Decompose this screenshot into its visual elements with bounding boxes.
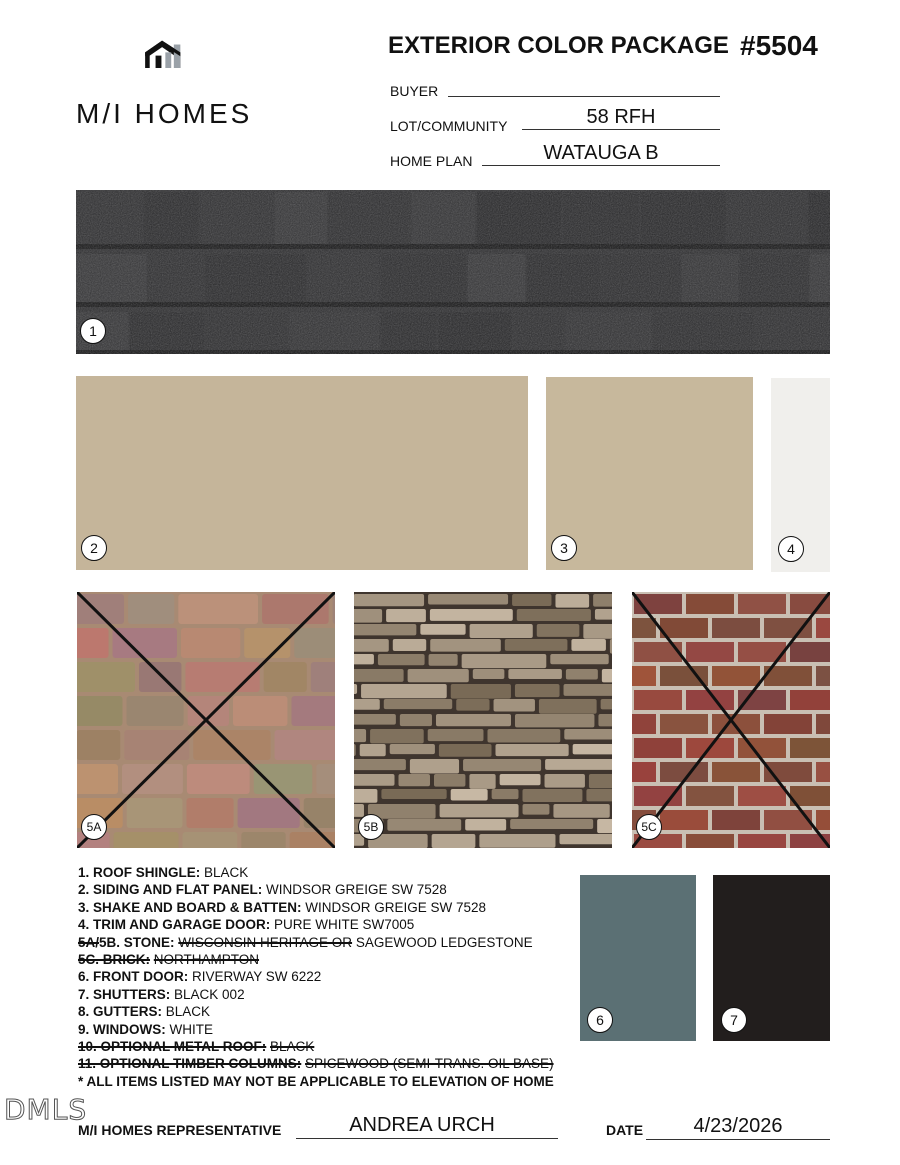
spec-value: WHITE bbox=[169, 1021, 214, 1037]
stone-5a-swatch bbox=[77, 592, 335, 848]
rep-label: M/I HOMES REPRESENTATIVE bbox=[78, 1122, 282, 1138]
siding-color bbox=[76, 376, 528, 570]
date-line bbox=[646, 1139, 830, 1140]
shake-swatch bbox=[546, 377, 753, 570]
spec-label: 5A/ bbox=[78, 934, 100, 950]
swatch-number-5c: 5C bbox=[636, 814, 662, 840]
spec-item bbox=[78, 1038, 598, 1055]
shutter-swatch bbox=[713, 875, 830, 1041]
spec-item bbox=[78, 899, 598, 916]
spec-label: 5B. STONE: bbox=[99, 934, 175, 950]
spec-label: 9. WINDOWS: bbox=[78, 1021, 166, 1037]
spec-value: SAGEWOOD LEDGESTONE bbox=[355, 934, 533, 950]
spec-item bbox=[78, 951, 598, 968]
swatch-number-4: 4 bbox=[778, 536, 804, 562]
ledgestone-texture bbox=[354, 592, 612, 848]
swatch-number-2: 2 bbox=[81, 535, 107, 561]
stone-texture bbox=[77, 592, 335, 848]
spec-item bbox=[78, 1055, 598, 1072]
roof-shingle-texture bbox=[76, 190, 830, 354]
applicability-note: * ALL ITEMS LISTED MAY NOT BE APPLICABLE TO ELEVATION OF HOME bbox=[78, 1073, 554, 1089]
dmls-watermark: DMLS bbox=[4, 1093, 88, 1126]
roof-shingle-swatch bbox=[76, 190, 830, 354]
spec-item bbox=[78, 1021, 598, 1038]
spec-item bbox=[78, 986, 598, 1003]
swatch-number-7: 7 bbox=[721, 1007, 747, 1033]
spec-item bbox=[78, 968, 598, 985]
spec-label: 3. SHAKE AND BOARD & BATTEN: bbox=[78, 899, 302, 915]
swatch-number-3: 3 bbox=[551, 535, 577, 561]
spec-value: WISCONSIN HERITAGE OR bbox=[178, 934, 353, 950]
siding-swatch bbox=[76, 376, 528, 570]
spec-value: BLACK 002 bbox=[174, 986, 245, 1002]
spec-value: BLACK bbox=[204, 865, 249, 880]
buyer-line bbox=[448, 96, 720, 97]
spec-value: BLACK bbox=[270, 1039, 315, 1055]
swatch-number-5a: 5A bbox=[81, 814, 107, 840]
spec-label: 8. GUTTERS: bbox=[78, 1004, 163, 1020]
date-label: DATE bbox=[606, 1122, 644, 1138]
swatch-number-5b: 5B bbox=[358, 814, 384, 840]
spec-item bbox=[78, 864, 598, 881]
plan-value: WATAUGA B bbox=[543, 142, 659, 164]
spec-value: BLACK bbox=[165, 1004, 211, 1020]
swatch-number-6: 6 bbox=[587, 1007, 613, 1033]
spec-value: RIVERWAY SW 6222 bbox=[192, 969, 322, 985]
rep-value: ANDREA URCH bbox=[349, 1114, 495, 1136]
spec-label: 4. TRIM AND GARAGE DOOR: bbox=[78, 917, 271, 933]
lot-value: 58 RFH bbox=[586, 106, 656, 128]
front-door-swatch bbox=[580, 875, 696, 1041]
spec-label: 6. FRONT DOOR: bbox=[78, 969, 189, 985]
spec-label: 10. OPTIONAL METAL ROOF: bbox=[78, 1039, 267, 1055]
spec-value: SPICEWOOD (SEMI-TRANS. OIL BASE) bbox=[305, 1056, 554, 1072]
spec-value: WINDSOR GREIGE SW 7528 bbox=[266, 882, 447, 898]
spec-value: WINDSOR GREIGE SW 7528 bbox=[305, 899, 487, 915]
brand-name: M/I HOMES bbox=[76, 98, 253, 129]
brick-5c-swatch bbox=[632, 592, 830, 848]
spec-label: 11. OPTIONAL TIMBER COLUMNS: bbox=[78, 1056, 302, 1072]
spec-item bbox=[78, 916, 598, 933]
spec-label: 1. ROOF SHINGLE: bbox=[78, 865, 201, 880]
spec-value: NORTHAMPTON bbox=[153, 952, 260, 968]
brick-texture bbox=[632, 592, 830, 848]
spec-label: 5C. BRICK: bbox=[78, 952, 151, 968]
shake-color bbox=[546, 377, 753, 570]
swatch-number-1: 1 bbox=[80, 318, 106, 344]
lot-line bbox=[522, 129, 720, 130]
rep-line bbox=[296, 1138, 558, 1139]
trim-swatch bbox=[771, 378, 830, 572]
house-logo-icon bbox=[76, 38, 256, 98]
color-spec-list bbox=[78, 864, 598, 1090]
spec-item bbox=[78, 934, 598, 951]
spec-item bbox=[78, 881, 598, 898]
package-number: #5504 bbox=[740, 30, 818, 61]
spec-value: PURE WHITE SW7005 bbox=[274, 917, 415, 933]
buyer-label: BUYER bbox=[390, 83, 439, 99]
ledgestone-5b-swatch bbox=[354, 592, 612, 848]
spec-label: 7. SHUTTERS: bbox=[78, 986, 171, 1002]
spec-item bbox=[78, 1003, 598, 1020]
date-value: 4/23/2026 bbox=[693, 1115, 783, 1137]
package-title: EXTERIOR COLOR PACKAGE bbox=[388, 32, 729, 59]
plan-label: HOME PLAN bbox=[390, 153, 473, 169]
spec-label: 2. SIDING AND FLAT PANEL: bbox=[78, 882, 263, 898]
lot-label: LOT/COMMUNITY bbox=[390, 118, 508, 134]
plan-line bbox=[482, 165, 720, 166]
